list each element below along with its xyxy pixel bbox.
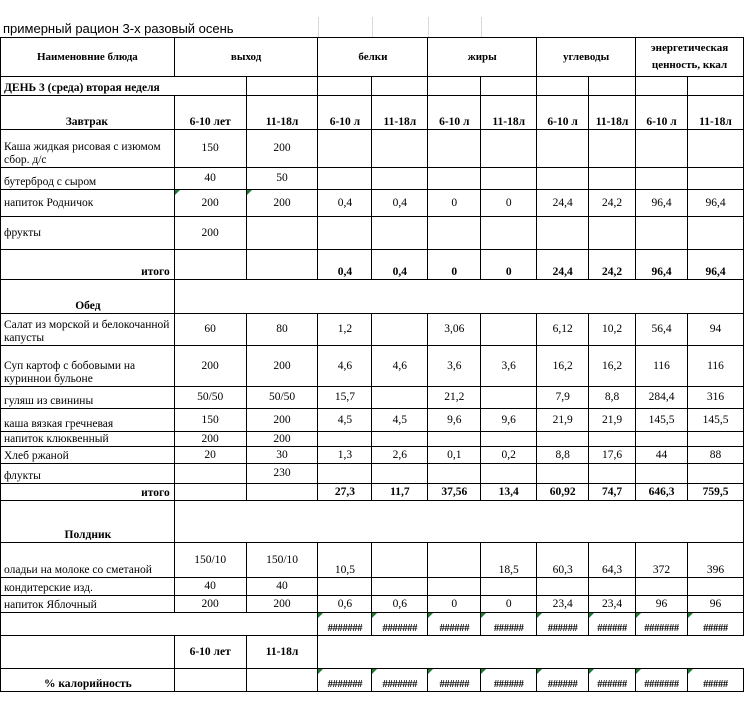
cell [246, 217, 318, 250]
dish-name: напиток клюквенный [1, 432, 175, 447]
cell [428, 168, 481, 190]
dish-name: гуляш из свинины [1, 387, 175, 409]
hash-cell: ####### [636, 613, 688, 636]
cell [481, 130, 537, 168]
protein-6-10: 6-10 л [318, 96, 372, 130]
cell: 18,5 [481, 543, 537, 578]
cell: 16,2 [589, 346, 636, 387]
cell [537, 432, 589, 447]
cell [589, 464, 636, 484]
dish-header: Наименовние блюда [1, 38, 175, 77]
cell [481, 314, 537, 346]
dish-name: флукты [1, 464, 175, 484]
cell [589, 217, 636, 250]
cell [537, 217, 589, 250]
age-11-18: 11-18л [246, 636, 318, 669]
cell [481, 464, 537, 484]
cell: 0 [428, 190, 481, 217]
cell [372, 578, 428, 596]
cell: 50 [246, 168, 318, 190]
total-cell: 27,3 [318, 484, 372, 501]
cell: 21,2 [428, 387, 481, 409]
cell [318, 130, 372, 168]
hash-cell: ###### [537, 613, 589, 636]
cell: 10,2 [589, 314, 636, 346]
gridline [372, 17, 373, 38]
hash-cell: ###### [428, 669, 481, 692]
cell: 0 [481, 190, 537, 217]
cell: 3,6 [428, 346, 481, 387]
cell [636, 464, 688, 484]
cell: 1,3 [318, 447, 372, 464]
cell [372, 543, 428, 578]
cell: 40 [174, 578, 246, 596]
cell [688, 130, 744, 168]
cell [481, 168, 537, 190]
header-row [1, 38, 744, 77]
cell: 80 [246, 314, 318, 346]
gridline [428, 17, 429, 38]
cell: 0 [481, 596, 537, 613]
table-row [1, 346, 744, 387]
cell: 56,4 [636, 314, 688, 346]
cell: 4,5 [372, 409, 428, 432]
cell [481, 578, 537, 596]
energy-6-10: 6-10 л [636, 96, 688, 130]
cell: 2,6 [372, 447, 428, 464]
cell: 15,7 [318, 387, 372, 409]
cell: 200 [174, 190, 246, 217]
calorie-percent-label: % калорийность [1, 669, 175, 692]
lunch-total-row [1, 484, 744, 501]
cell: 88 [688, 447, 744, 464]
ration-table [0, 37, 744, 692]
cell: 40 [246, 578, 318, 596]
cell: 9,6 [428, 409, 481, 432]
table-row [1, 168, 744, 190]
carbs-6-10: 6-10 л [537, 96, 589, 130]
cell: 200 [174, 346, 246, 387]
cell [636, 432, 688, 447]
dish-name: кондитерские изд. [1, 578, 175, 596]
cell: 200 [246, 409, 318, 432]
cell: 0,4 [372, 190, 428, 217]
breakfast-label: Завтрак [1, 96, 175, 130]
blank-cell [174, 669, 246, 692]
gridline [318, 17, 319, 38]
cell: 50/50 [246, 387, 318, 409]
total-cell: 96,4 [688, 250, 744, 280]
cell [428, 432, 481, 447]
sheet-title: примерный рацион 3-х разовый осень [3, 21, 234, 36]
snack-header-row [1, 501, 744, 543]
cell: 150 [174, 130, 246, 168]
cell [636, 217, 688, 250]
age-11-18: 11-18л [246, 96, 318, 130]
blank-band [318, 636, 744, 669]
snack-label: Полдник [1, 501, 175, 543]
cell: 150 [174, 409, 246, 432]
hash-cell: ###### [428, 613, 481, 636]
cell: 1,2 [318, 314, 372, 346]
hash-cell: ###### [589, 613, 636, 636]
table-row [1, 447, 744, 464]
cell [537, 168, 589, 190]
carbs-header: углеводы [537, 38, 636, 77]
total-cell: 759,5 [688, 484, 744, 501]
table-row [1, 387, 744, 409]
breakfast-total-row [1, 250, 744, 280]
cell: 145,5 [636, 409, 688, 432]
day-row [1, 77, 744, 96]
cell: 0,6 [372, 596, 428, 613]
hash-cell: ###### [537, 669, 589, 692]
cell: 23,4 [537, 596, 589, 613]
cell: 200 [246, 346, 318, 387]
cell [537, 130, 589, 168]
cell: 230 [246, 464, 318, 484]
total-cell: 646,3 [636, 484, 688, 501]
cell [428, 464, 481, 484]
energy-header: энергетическая ценность, ккал [636, 38, 744, 77]
dish-name: напиток Родничок [1, 190, 175, 217]
day-label: ДЕНЬ 3 (среда) вторая неделя [1, 77, 247, 96]
cell [688, 464, 744, 484]
total-cell [246, 484, 318, 501]
cell [688, 578, 744, 596]
cell: 0,1 [428, 447, 481, 464]
total-cell [174, 484, 246, 501]
total-cell: 13,4 [481, 484, 537, 501]
cell: 3,06 [428, 314, 481, 346]
cell [372, 217, 428, 250]
carbs-11-18: 11-18л [589, 96, 636, 130]
cell [318, 578, 372, 596]
total-cell: 0 [428, 250, 481, 280]
hash-cell: ###### [481, 613, 537, 636]
cell: 44 [636, 447, 688, 464]
cell [318, 168, 372, 190]
cell: 3,6 [481, 346, 537, 387]
hash-cell: ##### [688, 669, 744, 692]
hash-cell: ####### [372, 669, 428, 692]
dish-name: каша вязкая гречневая [1, 409, 175, 432]
cell: 200 [246, 190, 318, 217]
cell: 145,5 [688, 409, 744, 432]
cell: 316 [688, 387, 744, 409]
age-6-10: 6-10 лет [174, 636, 246, 669]
total-cell: 0 [481, 250, 537, 280]
cell [636, 130, 688, 168]
age-6-10: 6-10 лет [174, 96, 246, 130]
cell: 0,4 [318, 190, 372, 217]
cell: 96,4 [636, 190, 688, 217]
output-header: выход [174, 38, 318, 77]
cell: 24,4 [537, 190, 589, 217]
cell [372, 387, 428, 409]
hash-cell: ####### [372, 613, 428, 636]
cell: 200 [174, 432, 246, 447]
cell [688, 432, 744, 447]
cell [589, 578, 636, 596]
dish-name: Хлеб ржаной [1, 447, 175, 464]
blank-cell [246, 669, 318, 692]
footer-subheader-row [1, 636, 744, 669]
cell [372, 432, 428, 447]
cell: 23,4 [589, 596, 636, 613]
cell: 116 [636, 346, 688, 387]
lunch-header-row [1, 280, 744, 314]
cell [318, 217, 372, 250]
cell: 396 [688, 543, 744, 578]
blank-cell [1, 636, 175, 669]
cell [537, 578, 589, 596]
hash-cell: ####### [318, 669, 372, 692]
cell [428, 543, 481, 578]
gridline [481, 17, 482, 38]
cell [636, 168, 688, 190]
cell [428, 578, 481, 596]
total-label: итого [1, 484, 175, 501]
blank-band [174, 501, 743, 543]
calorie-percent-row [1, 669, 744, 692]
cell [318, 432, 372, 447]
table-row [1, 314, 744, 346]
fat-11-18: 11-18л [481, 96, 537, 130]
cell: 7,9 [537, 387, 589, 409]
cell: 40 [174, 168, 246, 190]
cell: 0,6 [318, 596, 372, 613]
cell: 200 [246, 432, 318, 447]
cell: 200 [246, 130, 318, 168]
cell: 16,2 [537, 346, 589, 387]
cell: 116 [688, 346, 744, 387]
cell: 8,8 [589, 387, 636, 409]
total-cell: 37,56 [428, 484, 481, 501]
cell: 96 [688, 596, 744, 613]
cell: 24,2 [589, 190, 636, 217]
cell: 4,5 [318, 409, 372, 432]
hash-cell: ##### [688, 613, 744, 636]
cell: 4,6 [318, 346, 372, 387]
total-label: итого [1, 250, 175, 280]
cell [589, 168, 636, 190]
total-cell: 74,7 [589, 484, 636, 501]
cell: 10,5 [318, 543, 372, 578]
cell: 372 [636, 543, 688, 578]
cell: 50/50 [174, 387, 246, 409]
energy-11-18: 11-18л [688, 96, 744, 130]
breakfast-subheader-row [1, 96, 744, 130]
cell: 6,12 [537, 314, 589, 346]
hash-cell: ####### [636, 669, 688, 692]
cell: 96 [636, 596, 688, 613]
dish-name: Салат из морской и белокочанной капусты [1, 314, 175, 346]
cell [174, 464, 246, 484]
cell: 8,8 [537, 447, 589, 464]
cell [688, 217, 744, 250]
cell: 0 [428, 596, 481, 613]
table-row [1, 409, 744, 432]
blank-band [1, 613, 318, 636]
blank-band [174, 280, 743, 314]
total-cell: 11,7 [372, 484, 428, 501]
lunch-label: Обед [1, 280, 175, 314]
protein-11-18: 11-18л [372, 96, 428, 130]
cell [688, 168, 744, 190]
dish-name: фрукты [1, 217, 175, 250]
cell: 200 [174, 596, 246, 613]
cell: 200 [174, 217, 246, 250]
cell [537, 464, 589, 484]
cell [372, 168, 428, 190]
dish-name: Суп картоф с бобовыми на куриннои бульоне [1, 346, 175, 387]
cell: 96,4 [688, 190, 744, 217]
cell: 30 [246, 447, 318, 464]
table-row [1, 130, 744, 168]
hash-cell: ###### [481, 669, 537, 692]
hash-cell: ####### [318, 613, 372, 636]
total-cell [246, 250, 318, 280]
cell: 64,3 [589, 543, 636, 578]
cell [589, 432, 636, 447]
table-row [1, 190, 744, 217]
cell: 150/10 [246, 543, 318, 578]
cell: 17,6 [589, 447, 636, 464]
total-cell: 60,92 [537, 484, 589, 501]
table-row [1, 543, 744, 578]
dish-name: Каша жидкая рисовая с изюмом сбор. д/с [1, 130, 175, 168]
cell: 284,4 [636, 387, 688, 409]
table-row [1, 217, 744, 250]
cell [372, 314, 428, 346]
cell: 21,9 [589, 409, 636, 432]
fat-header: жиры [428, 38, 537, 77]
cell [636, 578, 688, 596]
cell [481, 217, 537, 250]
hash-cell: ###### [589, 669, 636, 692]
cell: 4,6 [372, 346, 428, 387]
cell: 60,3 [537, 543, 589, 578]
table-row [1, 464, 744, 484]
hash-row [1, 613, 744, 636]
table-row [1, 432, 744, 447]
fat-6-10: 6-10 л [428, 96, 481, 130]
cell: 21,9 [537, 409, 589, 432]
table-row [1, 596, 744, 613]
protein-header: белки [318, 38, 428, 77]
cell [372, 464, 428, 484]
cell [589, 130, 636, 168]
cell: 200 [246, 596, 318, 613]
dish-name: бутерброд с сыром [1, 168, 175, 190]
cell [372, 130, 428, 168]
cell: 20 [174, 447, 246, 464]
cell: 94 [688, 314, 744, 346]
dish-name: напиток Яблочный [1, 596, 175, 613]
table-row [1, 578, 744, 596]
cell [428, 130, 481, 168]
cell [481, 387, 537, 409]
total-cell: 24,4 [537, 250, 589, 280]
total-cell: 96,4 [636, 250, 688, 280]
cell: 60 [174, 314, 246, 346]
dish-name: оладьи на молоке со сметаной [1, 543, 175, 578]
cell [428, 217, 481, 250]
cell: 150/10 [174, 543, 246, 578]
cell: 9,6 [481, 409, 537, 432]
cell [481, 432, 537, 447]
cell: 0,2 [481, 447, 537, 464]
total-cell: 24,2 [589, 250, 636, 280]
total-cell: 0,4 [318, 250, 372, 280]
total-cell [174, 250, 246, 280]
cell [318, 464, 372, 484]
total-cell: 0,4 [372, 250, 428, 280]
